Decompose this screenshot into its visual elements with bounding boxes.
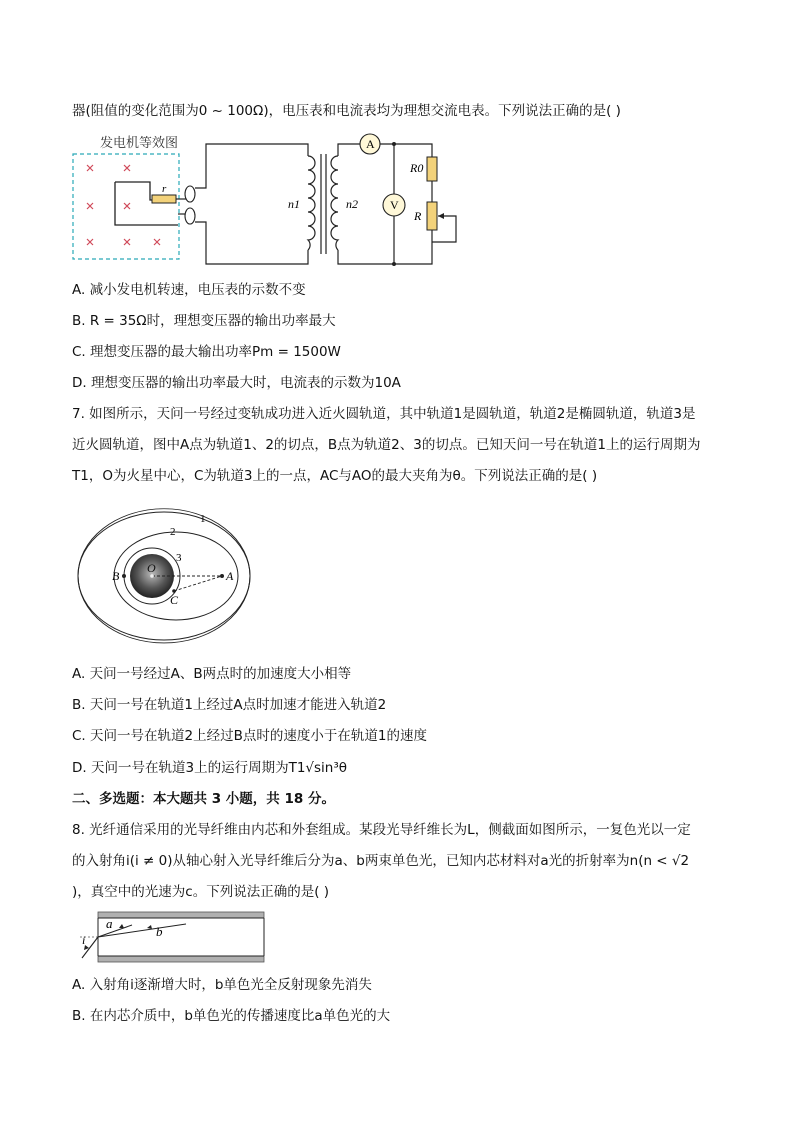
q7-option-c: C. 天问一号在轨道2上经过B点时的速度小于在轨道1的速度 <box>72 728 427 744</box>
q7-option-d: D. 天问一号在轨道3上的运行周期为T1√sin³θ <box>72 760 348 776</box>
svg-text:R: R <box>414 209 422 223</box>
svg-text:2: 2 <box>170 526 176 538</box>
q8-option-a: A. 入射角i逐渐增大时，b单色光全反射现象先消失 <box>72 977 372 993</box>
section-heading-multiple-choice: 二、多选题：本大题共 3 小题，共 18 分。 <box>72 791 335 807</box>
q8-stem-line-1: 8. 光纤通信采用的光导纤维由内芯和外套组成。某段光导纤维长为L，侧截面如图所示，一复色光以一定 <box>72 822 691 838</box>
svg-text:B: B <box>112 569 120 583</box>
q8-fiber-figure <box>76 908 266 970</box>
q8-stem-line-3: )，真空中的光速为c。下列说法正确的是( ) <box>72 884 330 900</box>
q6-figure-caption: 发电机等效图 <box>100 136 179 151</box>
q6-option-a: A. 减小发电机转速，电压表的示数不变 <box>72 282 306 298</box>
svg-text:A: A <box>226 569 234 583</box>
magnetic-field-crosses <box>87 165 160 245</box>
q8-stem-line-2: 的入射角i(i ≠ 0)从轴心射入光导纤维后分为a、b两束单色光，已知内芯材料对a光的折射率为n(n < √2 <box>72 853 690 869</box>
q6-stem-tail: 器(阻值的变化范围为0 ~ 100Ω)，电压表和电流表均为理想交流电表。下列说法正确的是( ) <box>72 103 621 119</box>
q7-option-b: B. 天问一号在轨道1上经过A点时加速才能进入轨道2 <box>72 697 387 713</box>
svg-text:i: i <box>82 933 86 947</box>
q8-option-b: B. 在内芯介质中，b单色光的传播速度比a单色光的大 <box>72 1008 391 1024</box>
svg-text:1: 1 <box>200 513 206 525</box>
q6-circuit-figure <box>70 132 470 272</box>
svg-text:V: V <box>390 198 399 212</box>
q7-stem-line-3: T1，O为火星中心，C为轨道3上的一点，AC与AO的最大夹角为θ。下列说法正确的是( ) <box>72 468 598 484</box>
q7-stem-line-1: 7. 如图所示，天问一号经过变轨成功进入近火圆轨道，其中轨道1是圆轨道，轨道2是椭圆轨道，轨道3是 <box>72 406 696 422</box>
svg-text:R0: R0 <box>410 161 424 175</box>
svg-text:b: b <box>156 924 163 939</box>
svg-text:a: a <box>106 916 113 931</box>
svg-text:n1: n1 <box>288 197 300 211</box>
q7-orbit-figure <box>74 508 254 648</box>
svg-text:C: C <box>170 593 179 607</box>
q6-option-b: B. R = 35Ω时，理想变压器的输出功率最大 <box>72 313 336 329</box>
q6-option-c: C. 理想变压器的最大输出功率Pm = 1500W <box>72 344 341 360</box>
svg-text:r: r <box>162 183 167 195</box>
q7-option-a: A. 天问一号经过A、B两点时的加速度大小相等 <box>72 666 352 682</box>
svg-text:O: O <box>147 561 156 575</box>
svg-text:A: A <box>366 137 375 151</box>
svg-text:n2: n2 <box>346 197 358 211</box>
q7-stem-line-2: 近火圆轨道，图中A点为轨道1、2的切点，B点为轨道2、3的切点。已知天问一号在轨道1上的运行周期为 <box>72 437 701 453</box>
svg-text:3: 3 <box>176 552 182 564</box>
q6-option-d: D. 理想变压器的输出功率最大时，电流表的示数为10A <box>72 375 401 391</box>
